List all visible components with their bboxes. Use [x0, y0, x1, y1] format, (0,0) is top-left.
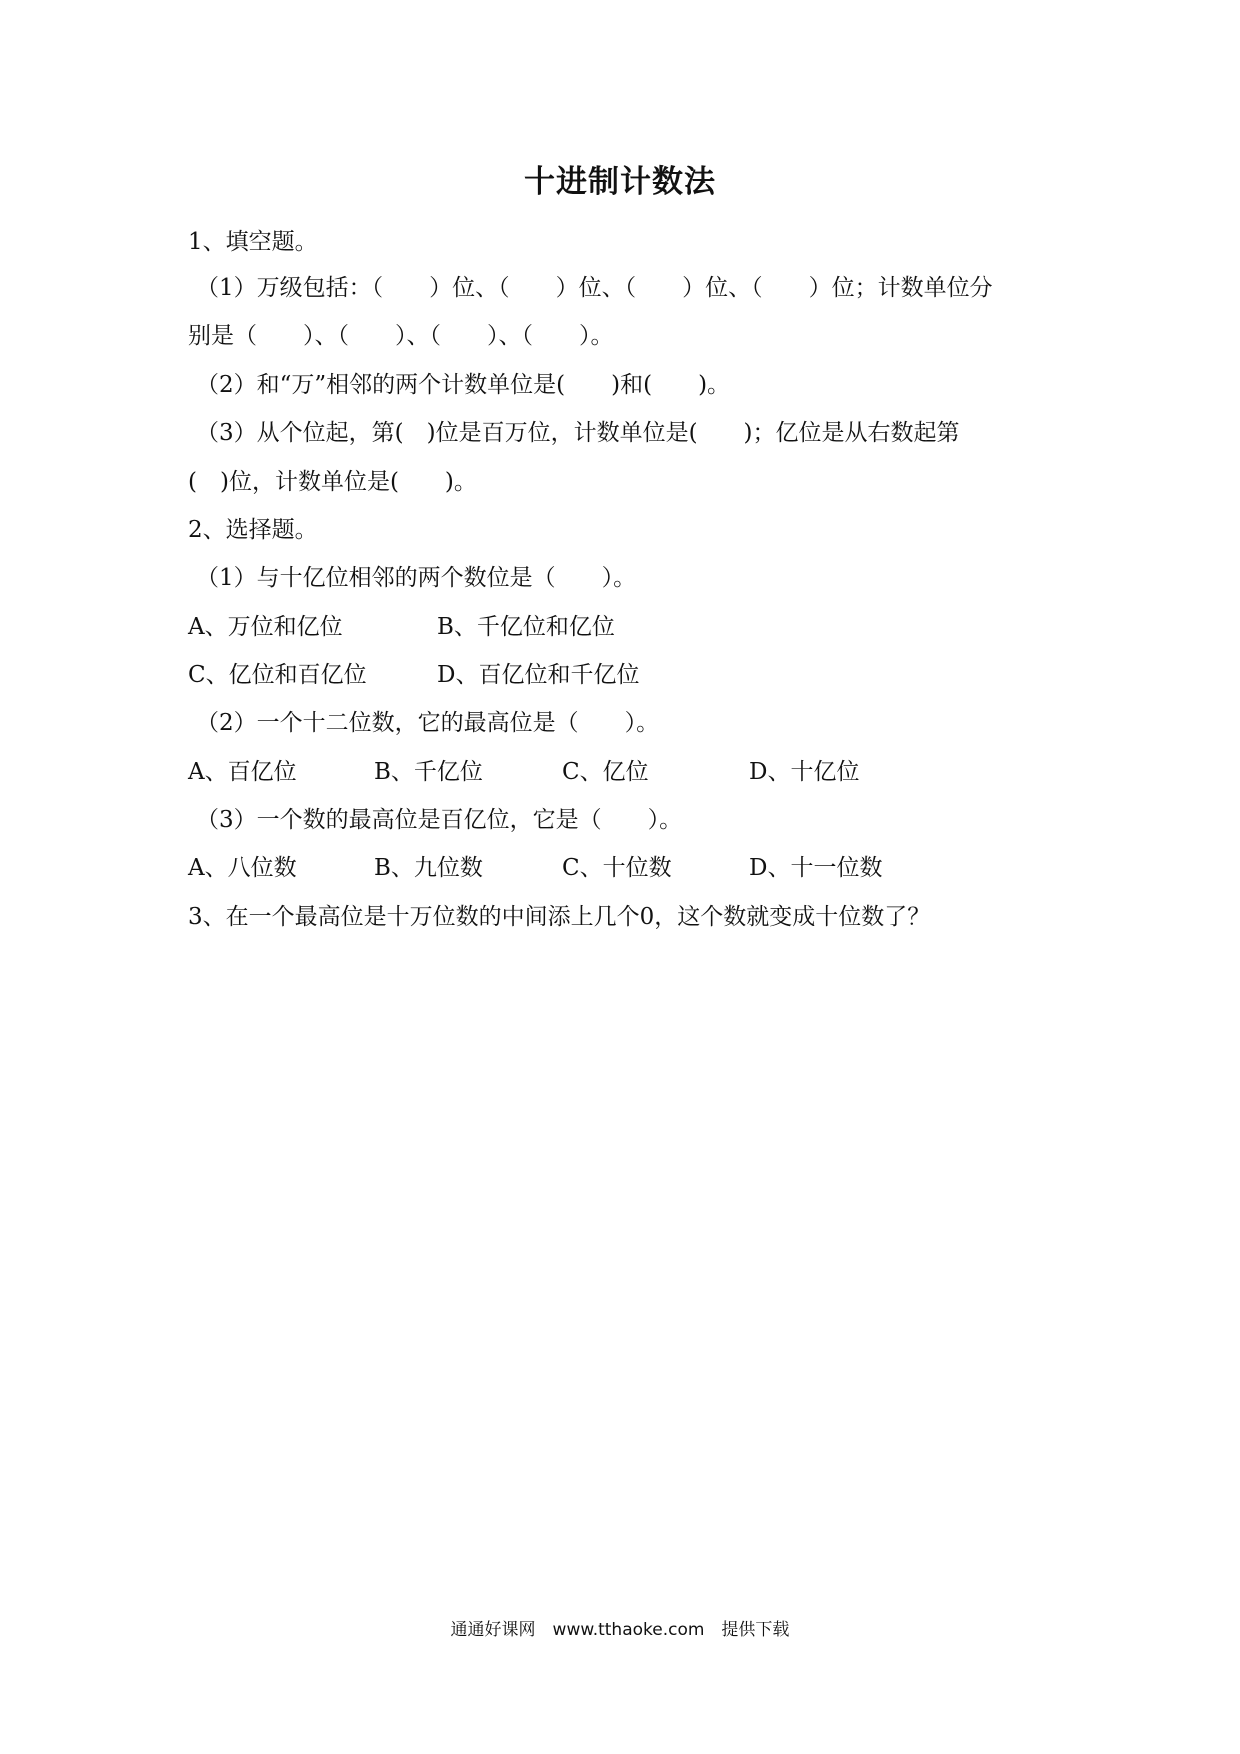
- option-a: A、万位和亿位: [188, 614, 343, 640]
- section2-q2-question: （2）一个十二位数，它的最高位是（ ）。: [196, 710, 660, 736]
- option-b: B、千亿位和亿位: [437, 614, 615, 640]
- section2-heading: 2、选择题。: [188, 517, 318, 543]
- section1-q1-line1: （1）万级包括：（ ）位、（ ）位、（ ）位、（ ）位；计数单位分: [196, 275, 993, 301]
- section2-q2-options: [188, 756, 860, 788]
- option-b: B、千亿位: [374, 759, 483, 785]
- option-d: D、百亿位和千亿位: [437, 662, 640, 688]
- page-title: 十进制计数法: [524, 164, 716, 200]
- option-c: C、亿位和百亿位: [188, 662, 367, 688]
- section3-question: 3、在一个最高位是十万位数的中间添上几个0，这个数就变成十位数了？: [188, 904, 931, 930]
- section2-q3-question: （3）一个数的最高位是百亿位，它是（ ）。: [196, 807, 683, 833]
- section1-q1-line2: 别是（ ）、（ ）、（ ）、（ ）。: [188, 323, 614, 349]
- section2-q1-options-row1: [188, 611, 615, 643]
- option-b: B、九位数: [374, 855, 483, 881]
- section2-q1-question: （1）与十亿位相邻的两个数位是（ ）。: [196, 565, 637, 591]
- option-d: D、十亿位: [749, 759, 860, 785]
- section1-q3-line1: （3）从个位起，第( )位是百万位，计数单位是( )；亿位是从右数起第: [196, 420, 960, 446]
- option-a: A、百亿位: [188, 759, 297, 785]
- section1-q2: （2）和“万”相邻的两个计数单位是( )和( )。: [196, 372, 731, 398]
- option-a: A、八位数: [188, 855, 297, 881]
- option-c: C、亿位: [562, 759, 649, 785]
- option-d: D、十一位数: [749, 855, 883, 881]
- footer-source: 通通好课网 www.tthaoke.com 提供下载: [450, 1620, 790, 1640]
- section2-q1-options-row2: [188, 659, 640, 691]
- section1-heading: 1、填空题。: [188, 229, 318, 255]
- section1-q3-line2: ( )位，计数单位是( )。: [188, 469, 477, 495]
- option-c: C、十位数: [562, 855, 672, 881]
- section2-q3-options: [188, 852, 883, 884]
